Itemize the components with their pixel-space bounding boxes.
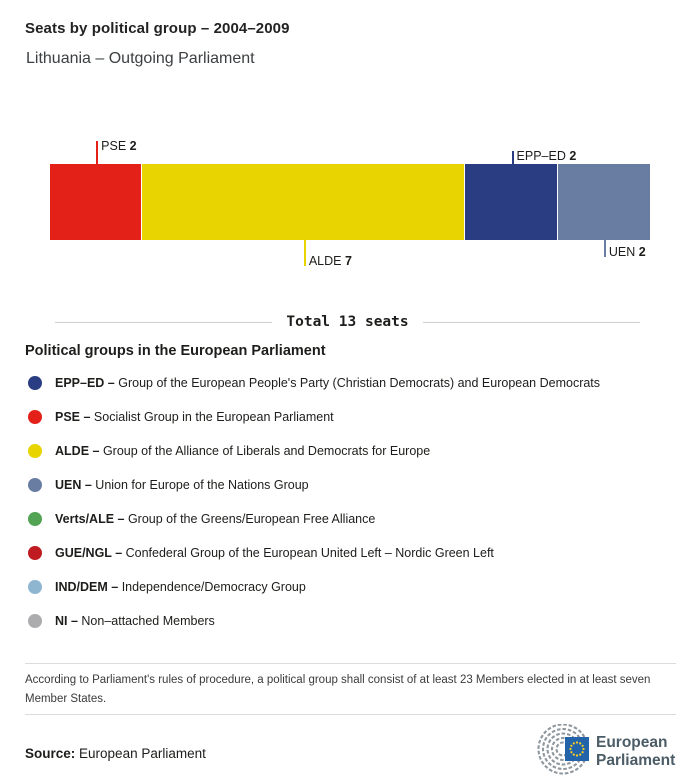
legend-item-label: GUE/NGL – Confederal Group of the European United Left – Nordic Green Left <box>55 546 494 560</box>
page-subtitle: Lithuania – Outgoing Parliament <box>26 50 255 67</box>
legend-item-GUE/NGL <box>28 536 690 570</box>
svg-text:European: European <box>596 734 668 751</box>
legend-dot-icon <box>28 376 42 390</box>
legend-dot-icon <box>28 614 42 628</box>
footnote-rule-bottom <box>25 714 676 715</box>
legend-item-IND/DEM <box>28 570 690 604</box>
legend-item-ALDE <box>28 434 690 468</box>
legend-dot-icon <box>28 410 42 424</box>
legend-dot-icon <box>28 478 42 492</box>
divider-line-left <box>55 322 272 323</box>
legend-item-label: ALDE – Group of the Alliance of Liberals and Democrats for Europe <box>55 444 431 458</box>
legend-item-label: PSE – Socialist Group in the European Parliament <box>55 410 334 424</box>
legend-dot-icon <box>28 512 42 526</box>
footnote-rule-top <box>25 663 676 664</box>
footnote-text: According to Parliament's rules of procedure, a political group shall consist of at least 23 Members elected in at least seven Member States. <box>25 674 651 705</box>
legend-dot-icon <box>28 444 42 458</box>
callout-label-PSE: PSE 2 <box>101 139 137 153</box>
bar-segment-UEN[interactable] <box>558 164 650 240</box>
legend-dot-icon <box>28 580 42 594</box>
total-seats-label: Total 13 seats <box>286 314 409 330</box>
callout-tick-EPP–ED <box>512 151 514 164</box>
legend-item-UEN <box>28 468 690 502</box>
bar-segment-ALDE[interactable] <box>142 164 464 240</box>
legend-dot-icon <box>28 546 42 560</box>
ep-logo-text <box>596 734 675 769</box>
callout-tick-UEN <box>604 240 606 257</box>
svg-text:Parliament: Parliament <box>596 752 676 769</box>
bar-segment-PSE[interactable] <box>50 164 141 240</box>
legend-item-label: UEN – Union for Europe of the Nations Group <box>55 478 309 492</box>
legend-item-label: EPP–ED – Group of the European People's Party (Christian Democrats) and European Democrats <box>55 376 601 390</box>
legend-item-Verts/ALE <box>28 502 690 536</box>
callout-tick-PSE <box>96 141 98 164</box>
ep-logo-eu-flag-icon <box>565 737 589 761</box>
legend-item-label: NI – Non–attached Members <box>55 614 215 628</box>
legend-item-PSE <box>28 400 690 434</box>
legend-heading: Political groups in the European Parliament <box>25 343 326 359</box>
divider-line-right <box>423 322 640 323</box>
legend-item-label: IND/DEM – Independence/Democracy Group <box>55 580 306 594</box>
legend-item-label: Verts/ALE – Group of the Greens/European Free Alliance <box>55 512 376 526</box>
callout-label-UEN: UEN 2 <box>608 245 646 259</box>
source-label: Source: <box>25 746 76 761</box>
callout-tick-ALDE <box>304 240 306 266</box>
legend-item-EPP–ED <box>28 366 690 400</box>
page-title: Seats by political group – 2004–2009 <box>25 20 290 37</box>
political-groups-legend <box>28 366 690 638</box>
source-value: European Parliament <box>79 746 206 761</box>
callout-label-EPP–ED: EPP–ED 2 <box>516 149 577 163</box>
source-line <box>25 746 206 761</box>
callout-label-ALDE: ALDE 7 <box>308 254 352 268</box>
european-parliament-logo <box>527 723 697 777</box>
bar-segment-EPP–ED[interactable] <box>465 164 556 240</box>
total-seats-divider <box>55 314 640 330</box>
legend-item-NI <box>28 604 690 638</box>
